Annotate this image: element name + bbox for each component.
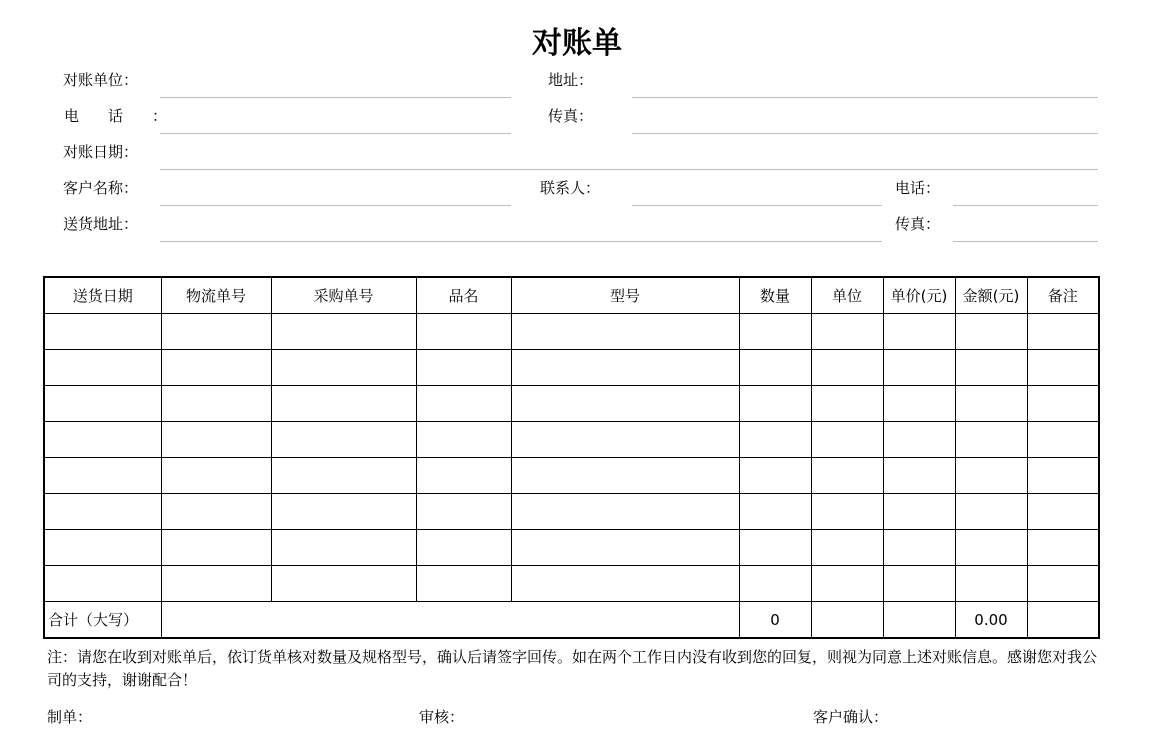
note-text: 注：请您在收到对账单后，依订货单核对数量及规格型号，确认后请签字回传。如在两个工作日内没有收到您的回复，则视为同意上述对账信息。感谢您对我公司的支持，谢谢配合！ <box>47 648 1098 689</box>
table-cell[interactable] <box>511 566 739 602</box>
table-cell[interactable] <box>883 566 955 602</box>
col-header: 备注 <box>1027 277 1099 314</box>
table-row <box>44 422 1099 458</box>
tel-input-line[interactable] <box>953 205 1098 206</box>
table-cell[interactable] <box>44 530 161 566</box>
table-cell[interactable] <box>44 314 161 350</box>
table-cell[interactable] <box>416 422 511 458</box>
table-cell[interactable] <box>271 458 416 494</box>
table-cell[interactable] <box>161 566 271 602</box>
customer-confirm-label: 客户确认： <box>813 708 889 726</box>
table-cell[interactable] <box>44 458 161 494</box>
unit-label: 对账单位： <box>63 71 139 89</box>
col-header: 数量 <box>739 277 811 314</box>
table-cell[interactable] <box>811 350 883 386</box>
customer-label: 客户名称： <box>63 179 139 197</box>
table-cell[interactable] <box>44 350 161 386</box>
table-cell[interactable] <box>955 386 1027 422</box>
table-cell[interactable] <box>955 314 1027 350</box>
total-uppercase-cell[interactable] <box>161 602 739 639</box>
fax2-input-line[interactable] <box>953 241 1098 242</box>
table-cell[interactable] <box>161 530 271 566</box>
phone-label-colon: ： <box>152 107 168 125</box>
table-cell[interactable] <box>416 530 511 566</box>
table-cell[interactable] <box>1027 566 1099 602</box>
table-cell[interactable] <box>271 386 416 422</box>
table-cell[interactable] <box>271 494 416 530</box>
table-cell[interactable] <box>1027 530 1099 566</box>
total-amount: 0.00 <box>955 602 1027 639</box>
phone-label <box>64 106 167 126</box>
table-cell[interactable] <box>1027 458 1099 494</box>
table-cell[interactable] <box>511 422 739 458</box>
table-cell[interactable] <box>511 350 739 386</box>
fax-input-line[interactable] <box>632 133 1098 134</box>
table-cell[interactable] <box>161 314 271 350</box>
col-header: 物流单号 <box>161 277 271 314</box>
table-cell[interactable] <box>739 566 811 602</box>
table-row <box>44 386 1099 422</box>
table-row <box>44 350 1099 386</box>
table-cell[interactable] <box>161 458 271 494</box>
total-unit-cell[interactable] <box>811 602 883 639</box>
total-row <box>44 602 1099 639</box>
phone-input-line[interactable] <box>160 133 511 134</box>
col-header: 采购单号 <box>271 277 416 314</box>
contact-label: 联系人： <box>540 179 601 197</box>
table-cell[interactable] <box>739 386 811 422</box>
table-cell[interactable] <box>416 566 511 602</box>
table-cell[interactable] <box>416 458 511 494</box>
table-cell[interactable] <box>739 494 811 530</box>
table-cell[interactable] <box>883 422 955 458</box>
table-cell[interactable] <box>811 422 883 458</box>
total-label: 合计（大写） <box>44 602 161 639</box>
table-cell[interactable] <box>511 314 739 350</box>
total-quantity: 0 <box>739 602 811 639</box>
table-cell[interactable] <box>1027 386 1099 422</box>
table-cell[interactable] <box>271 422 416 458</box>
unit-input-line[interactable] <box>160 97 511 98</box>
table-cell[interactable] <box>271 314 416 350</box>
maker-label: 制单： <box>47 708 93 726</box>
table-cell[interactable] <box>44 494 161 530</box>
table-cell[interactable] <box>161 422 271 458</box>
table-cell[interactable] <box>271 350 416 386</box>
table-cell[interactable] <box>883 530 955 566</box>
total-price-cell[interactable] <box>883 602 955 639</box>
table-cell[interactable] <box>416 350 511 386</box>
date-label: 对账日期： <box>63 143 139 161</box>
table-cell[interactable] <box>739 314 811 350</box>
table-cell[interactable] <box>883 314 955 350</box>
total-remark-cell[interactable] <box>1027 602 1099 639</box>
table-row <box>44 530 1099 566</box>
table-cell[interactable] <box>739 350 811 386</box>
table-cell[interactable] <box>739 530 811 566</box>
table-cell[interactable] <box>1027 494 1099 530</box>
table-cell[interactable] <box>739 458 811 494</box>
table-cell[interactable] <box>739 422 811 458</box>
table-cell[interactable] <box>955 350 1027 386</box>
table-cell[interactable] <box>44 386 161 422</box>
table-cell[interactable] <box>511 386 739 422</box>
address-label: 地址： <box>548 71 594 89</box>
table-cell[interactable] <box>811 494 883 530</box>
document-title: 对账单 <box>532 26 622 61</box>
table-cell[interactable] <box>811 458 883 494</box>
contact-input-line[interactable] <box>632 205 882 206</box>
table-cell[interactable] <box>416 386 511 422</box>
table-cell[interactable] <box>161 350 271 386</box>
col-header: 单位 <box>811 277 883 314</box>
table-cell[interactable] <box>811 386 883 422</box>
table-cell[interactable] <box>883 458 955 494</box>
table-cell[interactable] <box>271 566 416 602</box>
tel-label: 电话： <box>895 179 941 197</box>
header-row <box>44 277 1099 314</box>
table-cell[interactable] <box>1027 350 1099 386</box>
table-cell[interactable] <box>161 386 271 422</box>
table-cell[interactable] <box>511 494 739 530</box>
table-cell[interactable] <box>955 422 1027 458</box>
table-row <box>44 314 1099 350</box>
table-cell[interactable] <box>511 530 739 566</box>
table-cell[interactable] <box>955 458 1027 494</box>
delivery-address-input-line[interactable] <box>160 241 882 242</box>
table-row <box>44 494 1099 530</box>
table-cell[interactable] <box>44 566 161 602</box>
fax2-label: 传真： <box>895 215 941 233</box>
table-cell[interactable] <box>811 530 883 566</box>
delivery-address-label: 送货地址： <box>63 215 139 233</box>
col-header: 型号 <box>511 277 739 314</box>
table-row <box>44 458 1099 494</box>
table-cell[interactable] <box>811 314 883 350</box>
table-cell[interactable] <box>955 566 1027 602</box>
col-header: 送货日期 <box>44 277 161 314</box>
table-cell[interactable] <box>161 494 271 530</box>
col-header: 品名 <box>416 277 511 314</box>
table-cell[interactable] <box>271 530 416 566</box>
table-cell[interactable] <box>1027 422 1099 458</box>
table-cell[interactable] <box>883 494 955 530</box>
table-cell[interactable] <box>883 350 955 386</box>
table-cell[interactable] <box>511 458 739 494</box>
col-header: 单价(元) <box>883 277 955 314</box>
address-input-line[interactable] <box>632 97 1098 98</box>
col-header: 金额(元) <box>955 277 1027 314</box>
fax-label: 传真： <box>548 107 594 125</box>
date-input-line[interactable] <box>160 169 1098 170</box>
table-cell[interactable] <box>883 386 955 422</box>
table-cell[interactable] <box>416 314 511 350</box>
table-cell[interactable] <box>1027 314 1099 350</box>
customer-input-line[interactable] <box>160 205 511 206</box>
table-cell[interactable] <box>44 422 161 458</box>
table-row <box>44 566 1099 602</box>
phone-label-text: 电话 <box>64 107 153 125</box>
reviewer-label: 审核： <box>419 708 465 726</box>
table-cell[interactable] <box>955 494 1027 530</box>
statement-table <box>43 276 1100 639</box>
table-cell[interactable] <box>955 530 1027 566</box>
table-cell[interactable] <box>811 566 883 602</box>
table-cell[interactable] <box>416 494 511 530</box>
